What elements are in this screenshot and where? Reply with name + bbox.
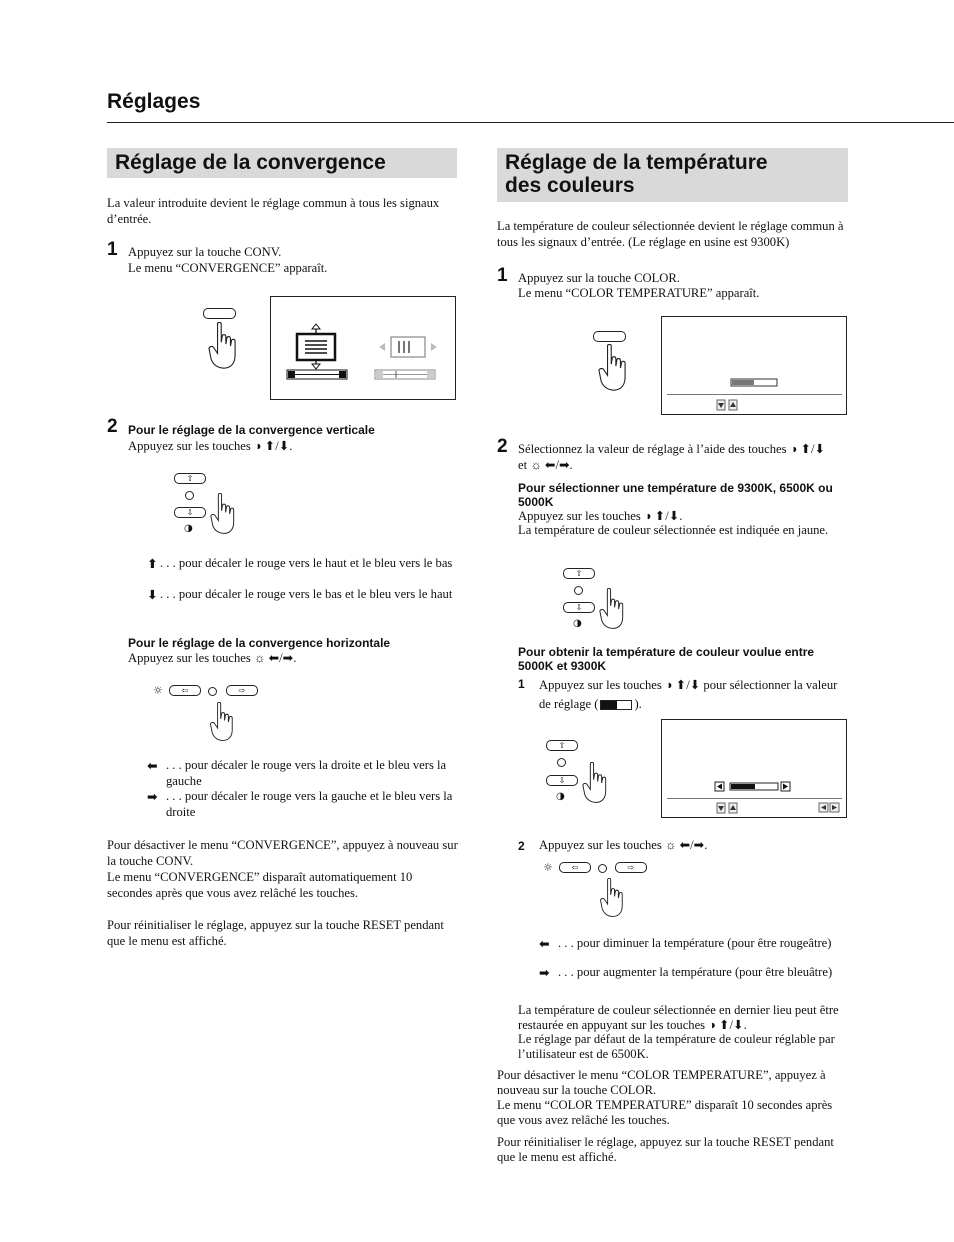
restore-text-b: Le réglage par défaut de la température de couleur réglable par l’utilisateur est de 6500K. [518,1032,835,1061]
restore-text-a: La température de couleur sélectionnée en dernier lieu peut être restaurée en appuyant sur les touches ◑ ⬆/⬇. [518,1003,839,1032]
right-arrow-icon: ➡ [539,965,550,980]
horizontal-convergence-title: Pour le réglage de la convergence horizontale [128,636,391,650]
down-key[interactable]: ⇩ [546,775,578,786]
color-temperature-heading [497,148,848,202]
pointing-hand-icon [208,493,240,535]
center-dot [185,491,194,500]
up-arrow-icon: ⬆ [147,556,158,571]
pointing-hand-icon [597,878,629,918]
substep-2-number: 2 [518,839,525,853]
pointing-hand-icon [598,344,630,392]
temperature-item-left-text: . . . pour diminuer la température (pour être rougeâtre) [558,936,832,950]
right-key[interactable]: ⇨ [226,685,258,696]
step-2-number: 2 [497,436,508,457]
contrast-icon: ◑ [556,791,565,802]
convergence-outro-1a: Pour désactiver le menu “CONVERGENCE”, appuyez à nouveau sur la touche CONV. [107,838,458,868]
convergence-heading: Réglage de la convergence [107,148,457,178]
select-temperature-title: Pour sélectionner une température de 9300K, 6500K ou 5000K [518,481,833,509]
substep-1-end: ). [634,697,642,711]
step-1-text-b: Le menu “COLOR TEMPERATURE” apparaît. [518,286,760,300]
color-adjust-graphic [662,720,846,817]
substep-1-text [539,676,839,714]
color-menu-graphic [662,317,846,414]
page-title: Réglages [107,90,201,113]
left-key[interactable]: ⇦ [169,685,201,696]
pointing-hand-icon [580,762,612,804]
center-dot [574,586,583,595]
pointing-hand-icon [208,322,240,370]
right-arrow-icon: ➡ [147,789,158,804]
left-arrow-icon: ⬅ [147,758,158,773]
center-dot [557,758,566,767]
pointing-hand-icon [597,588,629,630]
left-key[interactable]: ⇦ [559,862,591,873]
temperature-item-right [539,965,550,982]
step-2-number: 2 [107,416,118,437]
vertical-item-up-text: . . . pour décaler le rouge vers le haut et le bleu vers le bas [160,556,453,570]
convergence-menu-screen [270,296,456,400]
down-key[interactable]: ⇩ [174,507,206,518]
custom-temperature-title: Pour obtenir la température de couleur voulue entre 5000K et 9300K [518,645,815,673]
up-key[interactable]: ⇧ [563,568,595,579]
contrast-icon: ◑ [184,523,193,534]
center-dot [208,687,217,696]
step-1-text-b: Le menu “CONVERGENCE” apparaît. [128,261,328,275]
pointing-hand-icon [207,702,239,742]
adjust-bar-icon [600,700,632,710]
step-1-text-a: Appuyez sur la touche COLOR. [518,271,680,285]
brightness-icon: ☼ [543,861,553,874]
horizontal-item-right [147,789,158,806]
brightness-icon: ☼ [153,684,163,697]
contrast-icon: ◑ [573,618,582,629]
left-arrow-icon: ⬅ [539,936,550,951]
up-key[interactable]: ⇧ [174,473,206,484]
color-temperature-heading-line1: Réglage de la température [505,151,768,174]
color-key[interactable] [593,331,626,342]
step-1-number: 1 [107,239,118,260]
color-temperature-adjust-screen [661,719,847,818]
right-key[interactable]: ⇨ [615,862,647,873]
color-outro-1a: Pour désactiver le menu “COLOR TEMPERATURE”, appuyez à nouveau sur la touche COLOR. [497,1068,826,1097]
down-key[interactable]: ⇩ [563,602,595,613]
vertical-item-down [147,587,158,604]
horizontal-item-left-text: . . . pour décaler le rouge vers la droite et le bleu vers la gauche [166,758,447,788]
up-key[interactable]: ⇧ [546,740,578,751]
substep-1-number: 1 [518,677,525,691]
convergence-outro-1b: Le menu “CONVERGENCE” disparaît automatiquement 10 secondes après que vous avez relâché les touches. [107,870,413,900]
select-temperature-instruction: Appuyez sur les touches ◑ ⬆/⬇. [518,509,683,523]
horizontal-convergence-instruction: Appuyez sur les touches ☼ ⬅/➡. [128,651,297,665]
convergence-intro: La valeur introduite devient le réglage commun à tous les signaux d’entrée. [107,196,440,226]
color-temperature-menu-screen [661,316,847,415]
select-temperature-note: La température de couleur sélectionnée est indiquée en jaune. [518,523,829,537]
step-1-text-a: Appuyez sur la touche CONV. [128,245,282,259]
horizontal-item-left [147,758,158,775]
substep-1-main: Appuyez sur les touches ◑ ⬆/⬇ pour sélectionner la valeur de réglage ( [539,678,838,711]
vertical-item-down-text: . . . pour décaler le rouge vers le bas et le bleu vers le haut [160,587,453,601]
center-dot [598,864,607,873]
color-temperature-intro: La température de couleur sélectionnée devient le réglage commun à tous les signaux d’entrée. (Le réglage en usine est 9300K) [497,219,844,249]
temperature-item-left [539,936,550,953]
color-temperature-heading-line2: des couleurs [505,174,635,197]
horizontal-item-right-text: . . . pour décaler le rouge vers la gauche et le bleu vers la droite [166,789,453,819]
color-outro-1b: Le menu “COLOR TEMPERATURE” disparaît 10 secondes après que vous avez relâché les touches. [497,1098,833,1127]
conv-key[interactable] [203,308,236,319]
vertical-convergence-instruction: Appuyez sur les touches ◑ ⬆/⬇. [128,439,293,453]
down-arrow-icon: ⬇ [147,587,158,602]
color-outro-2: Pour réinitialiser le réglage, appuyez sur la touche RESET pendant que le menu est affiché. [497,1135,834,1164]
title-rule [107,122,954,123]
temperature-item-right-text: . . . pour augmenter la température (pour être bleuâtre) [558,965,833,979]
convergence-outro-2: Pour réinitialiser le réglage, appuyez sur la touche RESET pendant que le menu est affiché. [107,918,444,948]
substep-2-text: Appuyez sur les touches ☼ ⬅/➡. [539,838,708,852]
step-1-number: 1 [497,265,508,286]
vertical-convergence-title: Pour le réglage de la convergence verticale [128,423,375,437]
convergence-menu-graphic [271,297,455,399]
step-2-text: Sélectionnez la valeur de réglage à l’aide des touches ◑ ⬆/⬇ et ☼ ⬅/➡. [518,442,826,472]
